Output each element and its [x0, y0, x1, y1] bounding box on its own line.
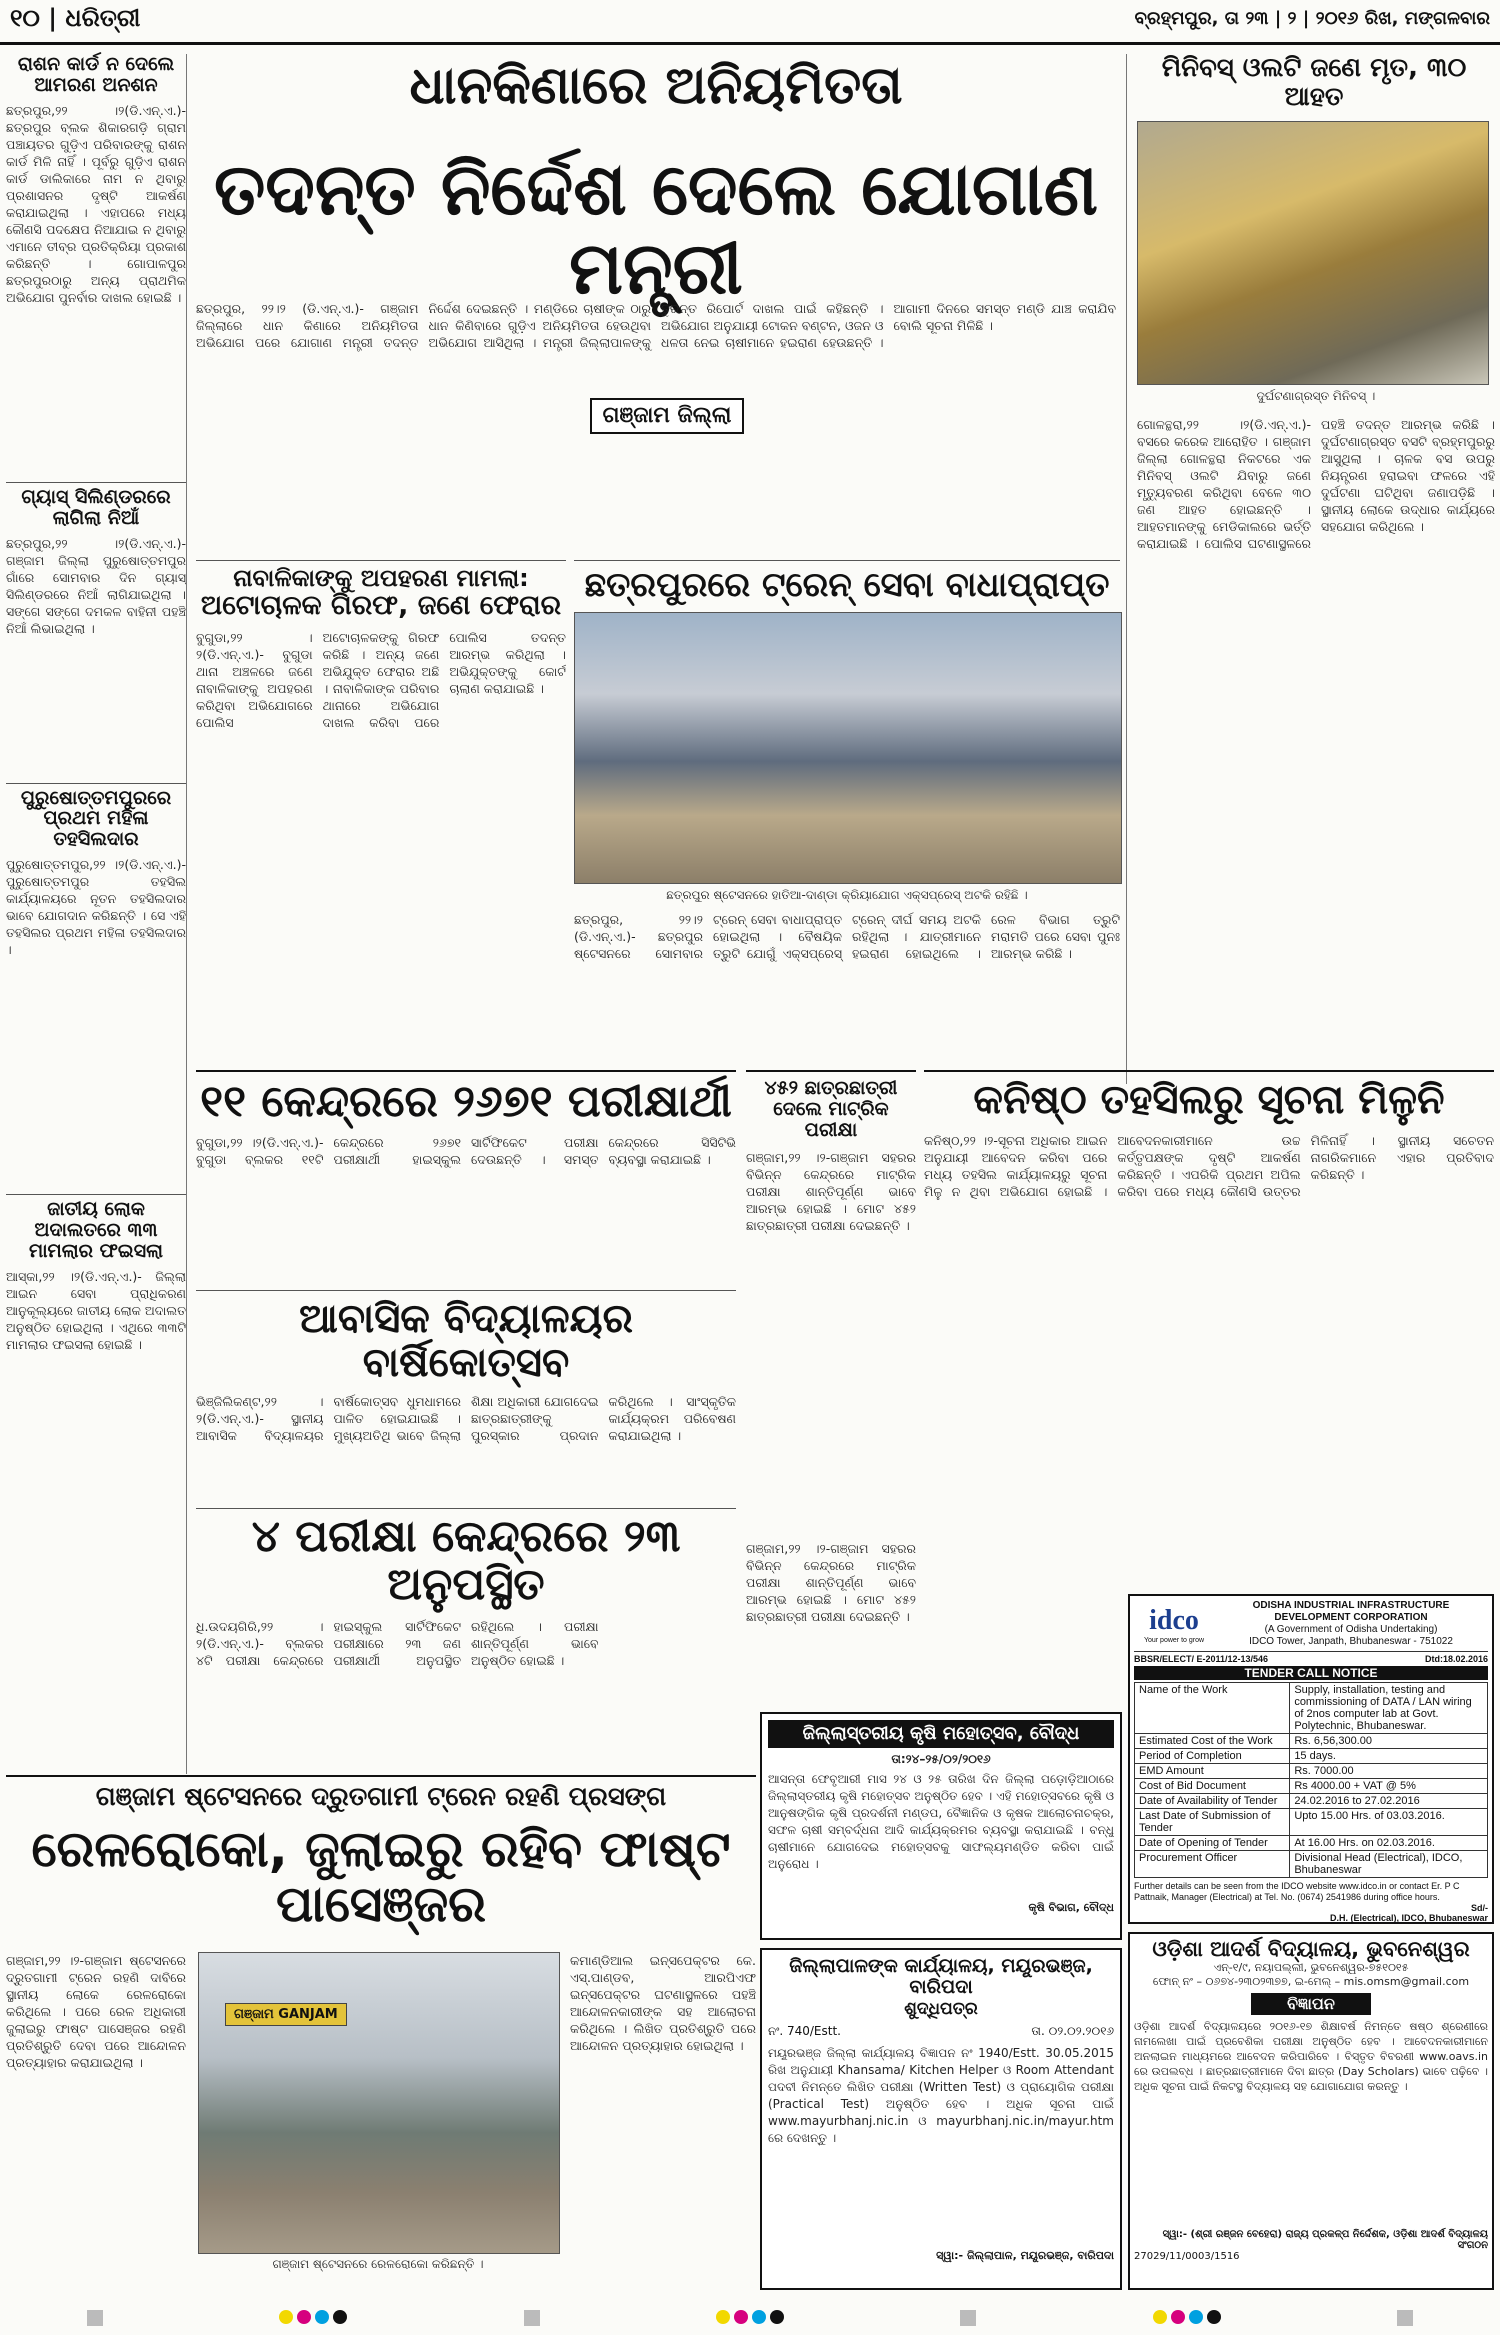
collector-subtitle: ଶୁଦ୍ଧିପତ୍ର: [904, 1998, 978, 2019]
idco-row-value: Supply, installation, testing and commissioning of DATA / LAN wiring of 2nos computer lab at Govt. Polytechnic, Bhubaneswar.: [1290, 1683, 1488, 1734]
collector-date: ତା. ୦୨.୦୨.୨୦୧୬: [1031, 2024, 1114, 2039]
school-story: [196, 1290, 736, 1501]
exam-story: [196, 1070, 736, 1282]
idco-table-row: [1135, 1809, 1488, 1836]
left-body-1: ଛତ୍ରପୁର,୨୨ ।୨(ଡି.ଏନ୍.ଏ.)- ଛତ୍ରପୁର ବ୍ଲକ ଶିକାରଗଡ଼ି ଗ୍ରାମ ପଞ୍ଚାୟତର ଗୁଡ଼ିଏ ପରିବାରଙ୍କୁ ରାଶନ କାର୍ଡ ମିଳି ନାହିଁ । ପୂର୍ବରୁ ଗୁଡ଼ିଏ ରାଶନ କାର୍ଡ ଡାଲିକାରେ ନାମ ନ ଥିବାରୁ ପ୍ରଶାସନର ଦୃଷ୍ଟି ଆକର୍ଷଣ କରାଯାଇଥିଲା । ଏହାପରେ ମଧ୍ୟ କୌଣସି ପଦକ୍ଷେପ ନିଆଯାଇ ନ ଥିବାରୁ ଏମାନେ ତୀବ୍ର ପ୍ରତିକ୍ରିୟା ପ୍ରକାଶ କରିଛନ୍ତି । ଗୋପାଳପୁର ଛତ୍ରପୁରଠାରୁ ଅନ୍ୟ ପ୍ରାଥମିକ ଅଭିଯୋଗ ପୁନର୍ବାର ଦାଖଲ ହୋଇଛି ।: [6, 102, 186, 305]
tahasil-headline: କନିଷ୍ଠ ତହସିଲରୁ ସୂଚନା ମିଳୁନି: [973, 1077, 1445, 1123]
oavs-body: ଓଡ଼ିଶା ଆଦର୍ଶ ବିଦ୍ୟାଳୟରେ ୨୦୧୬-୧୭ ଶିକ୍ଷାବର୍ଷ ନିମନ୍ତେ ଷଷ୍ଠ ଶ୍ରେଣୀରେ ନାମଲେଖା ପାଇଁ ପ୍ରବେଶିକା ପରୀକ୍ଷା ଅନୁଷ୍ଠିତ ହେବ । ଆବେଦନକାରୀମାନେ ଅନଲାଇନ ମାଧ୍ୟମରେ ଆବେଦନ କରିପାରିବେ । ବିସ୍ତୃତ ବିବରଣୀ www.oavs.in ରେ ଉପଲବ୍ଧ । ଛାତ୍ରଛାତ୍ରୀମାନେ ଦିବା ଛାତ୍ର (Day Scholars) ଭାବେ ପଢ଼ିବେ । ଅଧିକ ସୂଚନା ପାଇଁ ନିକଟସ୍ଥ ବିଦ୍ୟାଳୟ ସହ ଯୋଗାଯୋଗ କରନ୍ତୁ ।: [1134, 2019, 1488, 2093]
absent-body: ଧି.ଉଦୟଗିରି,୨୨ ।୨(ଡି.ଏନ୍.ଏ.)- ବ୍ଲକର ୪ଟି ପରୀକ୍ଷା କେନ୍ଦ୍ରରେ ହାଇସ୍କୁଲ ସାର୍ଟିଫିକେଟ ପରୀକ୍ଷାରେ ୨୩ ଜଣ ପରୀକ୍ଷାର୍ଥୀ ଅନୁପସ୍ଥିତ ରହିଥିଲେ । ପରୀକ୍ଷା ଶାନ୍ତିପୂର୍ଣ୍ଣ ଭାବେ ଅନୁଷ୍ଠିତ ହୋଇଛି ।: [196, 1618, 599, 1668]
page-number: ୧୦ | ଧରିତ୍ରୀ: [10, 4, 141, 32]
idco-ref-no: BBSR/ELECT/ E-2011/12-13/546: [1134, 1654, 1269, 1664]
idco-notice-title: TENDER CALL NOTICE: [1134, 1666, 1488, 1680]
exam-body: ବୁଗୁଡା,୨୨ ।୨(ଡି.ଏନ୍.ଏ.)- ବୁଗୁଡା ବ୍ଲକର ୧୧ଟି କେନ୍ଦ୍ରରେ ୨୬୭୧ ପରୀକ୍ଷାର୍ଥୀ ହାଇସ୍କୁଲ ସାର୍ଟିଫିକେଟ ପରୀକ୍ଷା ଦେଉଛନ୍ତି । ସମସ୍ତ କେନ୍ଦ୍ରରେ ସିସିଟିଭି ବ୍ୟବସ୍ଥା କରାଯାଇଛି ।: [196, 1135, 736, 1168]
school-body: ଭିଞ୍ଜିଲିକଣ୍ଟ,୨୨ ।୨(ଡି.ଏନ୍.ଏ.)- ସ୍ଥାନୀୟ ଆବାସିକ ବିଦ୍ୟାଳୟର ବାର୍ଷିକୋତ୍ସବ ଧୁମଧାମରେ ପାଳିତ ହୋଇଯାଇଛି । ମୁଖ୍ୟଅତିଥି ଭାବେ ଜିଲ୍ଲା ଶିକ୍ଷା ଅଧିକାରୀ ଯୋଗଦେଇ ଛାତ୍ରଛାତ୍ରୀଙ୍କୁ ପୁରସ୍କାର ପ୍ରଦାନ କରିଥିଲେ । ସାଂସ୍କୃତିକ କାର୍ଯ୍ୟକ୍ରମ ପରିବେଷଣ କରାଯାଇଥିଲା ।: [196, 1394, 736, 1443]
kidnap-headline: ଅଟୋଚାଳକ ଗିରଫ, ଜଣେ ଫେରାର: [200, 590, 562, 622]
school-headline: ଆବାସିକ ବିଦ୍ୟାଳୟର ବାର୍ଷିକୋତ୍ସବ: [299, 1296, 633, 1386]
tahasil-story: [924, 1070, 1494, 1592]
train-story: [574, 560, 1120, 1061]
collector-sign: ସ୍ୱା:- ଜିଲ୍ଲାପାଳ, ମୟୂରଭଞ୍ଜ, ବାରିପଦା: [936, 2249, 1114, 2263]
idco-table-row: [1135, 1836, 1488, 1851]
rail-body-right: କମାଣ୍ଡିଆଲ ଇନ୍ସପେକ୍ଟର କେ. ଏସ୍.ପାଣ୍ଡବ, ଆରପିଏଫ ଇନ୍ସପେକ୍ଟର ଘଟଣାସ୍ଥଳରେ ପହଞ୍ଚି ଆନ୍ଦୋଳନକାରୀଙ୍କ ସହ ଆଲୋଚନା କରିଥିଲେ । ଲିଖିତ ପ୍ରତିଶ୍ରୁତି ପରେ ଆନ୍ଦୋଳନ ପ୍ରତ୍ୟାହାର ହୋଇଥିଲା ।: [570, 1953, 756, 2053]
tahasil-body: କନିଷ୍ଠ,୨୨ ।୨-ସୂଚନା ଅଧିକାର ଆଇନ ଅନୁଯାୟୀ ଆବେଦନ କରିବା ପରେ ମଧ୍ୟ ତହସିଲ କାର୍ଯ୍ୟାଳୟରୁ ସୂଚନା ମିଳୁ ନ ଥିବା ଅଭିଯୋଗ ହୋଇଛି । ଆବେଦନକାରୀମାନେ ଉଚ୍ଚ କର୍ତ୍ତୃପକ୍ଷଙ୍କ ଦୃଷ୍ଟି ଆକର୍ଷଣ କରିଛନ୍ତି । ଏପରିକି ପ୍ରଥମ ଅପିଲ କରିବା ପରେ ମଧ୍ୟ କୌଣସି ଉତ୍ତର ମିଳିନାହିଁ । ସ୍ଥାନୀୟ ସଚେତନ ନାଗରିକମାନେ ଏହାର ପ୍ରତିବାଦ କରିଛନ୍ତି ।: [924, 1133, 1494, 1199]
bus-headline: ମିନିବସ୍ ଓଲଟି ଜଣେ ମୃତ, ୩୦ ଆହତ: [1161, 53, 1467, 112]
idco-row-label: Date of Availability of Tender: [1135, 1794, 1290, 1809]
banner-headline: ତଦନ୍ତ ନିର୍ଦ୍ଦେଶ ଦେଲେ ଯୋଗାଣ ମନ୍ତ୍ରୀ: [213, 147, 1099, 311]
kidnap-kicker: ନାବାଳିକାଙ୍କୁ ଅପହରଣ ମାମଲା:: [233, 564, 529, 592]
collector-ad: [760, 1948, 1122, 2290]
krishi-ref: ତା:୨୪–୨୫/୦୨/୨୦୧୬: [891, 1751, 991, 1766]
rail-kicker: ଗଞ୍ଜାମ ଷ୍ଟେସନରେ ଦ୍ରୁତଗାମୀ ଟ୍ରେନ ରହଣି ପ୍ରସଙ୍ଗ: [95, 1782, 667, 1812]
idco-row-value: 15 days.: [1290, 1749, 1488, 1764]
idco-row-label: Period of Completion: [1135, 1749, 1290, 1764]
idco-table-row: [1135, 1749, 1488, 1764]
idco-table-row: [1135, 1779, 1488, 1794]
left-body-4: ଆସ୍କା,୨୨ ।୨(ଡି.ଏନ୍.ଏ.)- ଜିଲ୍ଲା ଆଇନ ସେବା ପ୍ରାଧିକରଣ ଆନୁକୂଲ୍ୟରେ ଜାତୀୟ ଲୋକ ଅଦାଲତ ଅନୁଷ୍ଠିତ ହୋଇଥିଲା । ଏଥିରେ ୩୩ଟି ମାମଲାର ଫଇସଲା ହୋଇଛି ।: [6, 1268, 186, 1352]
idco-sign-2: D.H. (Electrical), IDCO, Bhubaneswar: [1329, 1913, 1488, 1923]
kidnap-story: [196, 560, 566, 1061]
idco-footer: Further details can be seen from the IDCO website www.idco.in or contact Er. P C Pattnaik, Manager (Electrical) at Tel. No. (0674) 2541986 during office hours.: [1134, 1881, 1460, 1902]
idco-row-value: 24.02.2016 to 27.02.2016: [1290, 1794, 1488, 1809]
idco-tender-ad: [1128, 1594, 1494, 1924]
oavs-code: 27029/11/0003/1516: [1134, 2250, 1240, 2262]
collector-ref: ନଂ. 740/Estt.: [768, 2024, 841, 2039]
oavs-title: ଓଡ଼ିଶା ଆଦର୍ଶ ବିଦ୍ୟାଳୟ, ଭୁବନେଶ୍ୱର: [1152, 1937, 1470, 1961]
rail-body-left: ଗଞ୍ଜାମ,୨୨ ।୨-ଗଞ୍ଜାମ ଷ୍ଟେସନରେ ଦ୍ରୁତଗାମୀ ଟ୍ରେନ ରହଣି ଦାବିରେ ସ୍ଥାନୀୟ ଲୋକେ ରେଳରୋକୋ କରିଥିଲେ । ପରେ ରେଳ ଅଧିକାରୀ ଜୁଲାଇରୁ ଫାଷ୍ଟ ପାସେଞ୍ଜର ରହଣି ପ୍ରତିଶ୍ରୁତି ଦେବା ପରେ ଆନ୍ଦୋଳନ ପ୍ରତ୍ୟାହାର କରାଯାଇଥିଲା ।: [6, 1953, 186, 2070]
rail-story: [6, 1775, 756, 2297]
idco-row-label: Date of Opening of Tender: [1135, 1836, 1290, 1851]
idco-address: IDCO Tower, Janpath, Bhubaneswar - 751022: [1249, 1636, 1453, 1647]
krishi-title: ଜିଲ୍ଲାସ୍ତରୀୟ କୃଷି ମହୋତ୍ସବ, ବୌଦ୍ଧ: [768, 1720, 1114, 1748]
collector-title: ଜିଲ୍ଲାପାଳଙ୍କ କାର୍ଯ୍ୟାଳୟ, ମୟୂରଭଞ୍ଜ, ବାରିପଦା: [789, 1955, 1093, 1998]
left-body-2: ଛତ୍ରପୁର,୨୨ ।୨(ଡି.ଏନ୍.ଏ.)- ଗଞ୍ଜାମ ଜିଲ୍ଲା ପୁରୁଷୋତ୍ତମପୁର ଗାଁରେ ସୋମବାର ଦିନ ଗ୍ୟାସ୍ ସିଲିଣ୍ଡରରେ ନିଆଁ ଲାଗିଯାଇଥିଲା । ସଙ୍ଗେ ସଙ୍ଗେ ଦମକଳ ବାହିନୀ ପହଞ୍ଚି ନିଆଁ ଲିଭାଇଥିଲା ।: [6, 535, 186, 636]
matric-kicker: ୪୫୨ ଛାତ୍ରଛାତ୍ରୀ ଦେଲେ ମାଟ୍ରିକ ପରୀକ୍ଷା: [764, 1077, 898, 1141]
exam-headline: ୧୧ କେନ୍ଦ୍ରରେ ୨୬୭୧ ପରୀକ୍ଷାର୍ଥୀ: [200, 1076, 732, 1127]
idco-row-value: Rs. 6,56,300.00: [1290, 1734, 1488, 1749]
matric-continuation: ଗଞ୍ଜାମ,୨୨ ।୨-ଗଞ୍ଜାମ ସହରର ବିଭିନ୍ନ କେନ୍ଦ୍ରରେ ମାଟ୍ରିକ ପରୀକ୍ଷା ଶାନ୍ତିପୂର୍ଣ୍ଣ ଭାବେ ଆରମ୍ଭ ହୋଇଛି । ମୋଟ ୪୫୨ ଛାତ୍ରଛାତ୍ରୀ ପରୀକ୍ଷା ଦେଇଛନ୍ତି ।: [746, 1541, 916, 1624]
idco-row-label: Name of the Work: [1135, 1683, 1290, 1734]
oavs-notice-label: ବିଜ୍ଞାପନ: [1251, 1993, 1371, 2015]
district-tag: ଗଞ୍ଜାମ ଜିଲ୍ଲା: [590, 398, 744, 434]
idco-row-label: Cost of Bid Document: [1135, 1779, 1290, 1794]
krishi-sign: କୃଷି ବିଭାଗ, ବୌଦ୍ଧ: [1028, 1900, 1114, 1914]
kidnap-body: ବୁଗୁଡା,୨୨ ।୨(ଡି.ଏନ୍.ଏ.)- ବୁଗୁଡା ଥାନା ଅଞ୍ଚଳରେ ଜଣେ ନାବାଳିକାଙ୍କୁ ଅପହରଣ କରିଥିବା ଅଭିଯୋଗରେ ପୋଲିସ ଅଟୋଚାଳକଙ୍କୁ ଗିରଫ କରିଛି । ଅନ୍ୟ ଜଣେ ଅଭିଯୁକ୍ତ ଫେରାର ଅଛି । ନାବାଳିକାଙ୍କ ପରିବାର ଥାନାରେ ଅଭିଯୋଗ ଦାଖଲ କରିବା ପରେ ପୋଲିସ ତଦନ୍ତ ଆରମ୍ଭ କରିଥିଲା । ଅଭିଯୁକ୍ତଙ୍କୁ କୋର୍ଟ ଚାଲାଣ କରାଯାଇଛି ।: [196, 630, 566, 731]
idco-table-row: [1135, 1764, 1488, 1779]
idco-ref-date: Dtd:18.02.2016: [1424, 1654, 1488, 1664]
bus-caption: ଦୁର୍ଘଟଣାଗ୍ରସ୍ତ ମିନିବସ୍ ।: [1256, 389, 1376, 404]
train-headline: ଛତ୍ରପୁରରେ ଟ୍ରେନ୍ ସେବା ବାଧାପ୍ରାପ୍ତ: [584, 565, 1110, 605]
train-body: ଛତ୍ରପୁର, ୨୨।୨ (ଡି.ଏନ୍.ଏ.)- ଛତ୍ରପୁର ଷ୍ଟେସନରେ ସୋମବାର ଟ୍ରେନ୍ ସେବା ବାଧାପ୍ରାପ୍ତ ହୋଇଥିଲା । ବୈଷୟିକ ତ୍ରୁଟି ଯୋଗୁଁ ଏକ୍ସପ୍ରେସ୍ ଟ୍ରେନ୍ ଦୀର୍ଘ ସମୟ ଅଟକି ରହିଥିଲା । ଯାତ୍ରୀମାନେ ହଇରାଣ ହୋଇଥିଲେ । ରେଳ ବିଭାଗ ତ୍ରୁଟି ମରାମତି ପରେ ସେବା ପୁନଃ ଆରମ୍ଭ କରିଛି ।: [574, 912, 1120, 962]
left-body-3: ପୁରୁଷୋତ୍ତମପୁର,୨୨ ।୨(ଡି.ଏନ୍.ଏ.)- ପୁରୁଷୋତ୍ତମପୁର ତହସିଲ କାର୍ଯ୍ୟାଳୟରେ ନୂତନ ତହସିଲଦାର ଭାବେ ଯୋଗଦାନ କରିଛନ୍ତି । ସେ ଏହି ତହସିଲର ପ୍ରଥମ ମହିଳା ତହସିଲଦାର ।: [6, 857, 186, 958]
idco-table-row: [1135, 1683, 1488, 1734]
idco-table-row: [1135, 1734, 1488, 1749]
banner-body: ଛତ୍ରପୁର, ୨୨।୨ (ଡି.ଏନ୍.ଏ.)- ଗଞ୍ଜାମ ଜିଲ୍ଲାରେ ଧାନ କିଣାରେ ଅନିୟମିତତା ଅଭିଯୋଗ ପରେ ଯୋଗାଣ ମନ୍ତ୍ରୀ ତଦନ୍ତ ନିର୍ଦ୍ଦେଶ ଦେଇଛନ୍ତି । ମଣ୍ଡିରେ ଚାଷୀଙ୍କ ଠାରୁ ଧାନ କିଣିବାରେ ଗୁଡ଼ିଏ ଅନିୟମିତତା ହେଉଥିବା ଅଭିଯୋଗ ଆସିଥିଲା । ମନ୍ତ୍ରୀ ଜିଲ୍ଲାପାଳଙ୍କୁ ତୁରନ୍ତ ରିପୋର୍ଟ ଦାଖଲ ପାଇଁ କହିଛନ୍ତି । ଅଭିଯୋଗ ଅନୁଯାୟୀ ଟୋକନ ବଣ୍ଟନ, ଓଜନ ଓ ଧଳତା ନେଇ ଚାଷୀମାନେ ହଇରାଣ ହେଉଛନ୍ତି । ଆଗାମୀ ଦିନରେ ସମସ୍ତ ମଣ୍ଡି ଯାଞ୍ଚ କରାଯିବ ବୋଲି ସୂଚନା ମିଳିଛି ।: [196, 301, 1116, 350]
idco-logo: idco: [1149, 1604, 1199, 1636]
bus-photo: [1137, 121, 1489, 385]
idco-row-label: Last Date of Submission of Tender: [1135, 1809, 1290, 1836]
idco-table-row: [1135, 1851, 1488, 1878]
absent-headline: ୪ ପରୀକ୍ଷା କେନ୍ଦ୍ରରେ ୨୩ ଅନୁପସ୍ଥିତ: [251, 1511, 681, 1611]
krishi-ad: [760, 1712, 1122, 1940]
left-headline-4: ଜାତୀୟ ଲୋକ ଅଦାଲତରେ ୩୩ ମାମଲାର ଫଇସଲା: [6, 1194, 186, 1262]
matric-body: ଗଞ୍ଜାମ,୨୨ ।୨-ଗଞ୍ଜାମ ସହରର ବିଭିନ୍ନ କେନ୍ଦ୍ରରେ ମାଟ୍ରିକ ପରୀକ୍ଷା ଶାନ୍ତିପୂର୍ଣ୍ଣ ଭାବେ ଆରମ୍ଭ ହୋଇଛି । ମୋଟ ୪୫୨ ଛାତ୍ରଛାତ୍ରୀ ପରୀକ୍ଷା ଦେଇଛନ୍ତି ।: [746, 1149, 916, 1233]
print-registration-marks: [0, 2307, 1500, 2329]
left-headline-3: ପୁରୁଷୋତ୍ତମପୁରରେ ପ୍ରଥମ ମହିଳା ତହସିଲଦାର: [6, 783, 186, 851]
date-line: ବ୍ରହ୍ମପୁର, ତା ୨୩ | ୨ | ୨୦୧୬ ରିଖ, ମଙ୍ଗଳବାର: [1134, 8, 1490, 29]
idco-row-value: Upto 15.00 Hrs. of 03.03.2016.: [1290, 1809, 1488, 1836]
cmyk-dots: [714, 2309, 786, 2328]
rail-caption: ଗଞ୍ଜାମ ଷ୍ଟେସନରେ ରେଳରୋକୋ କରିଛନ୍ତି ।: [272, 2257, 484, 2271]
idco-logo-tag: Your power to grow: [1143, 1636, 1205, 1644]
left-headline-1: ରାଶନ କାର୍ଡ ନ ଦେଲେ ଆମରଣ ଅନଶନ: [17, 53, 175, 96]
idco-row-value: At 16.00 Hrs. on 02.03.2016.: [1290, 1836, 1488, 1851]
idco-row-label: EMD Amount: [1135, 1764, 1290, 1779]
oavs-ad: [1128, 1932, 1494, 2290]
idco-org-sub: (A Government of Odisha Undertaking): [1264, 1624, 1438, 1635]
banner-kicker: ଧାନକିଣାରେ ଅନିୟମିତତା: [409, 56, 903, 116]
oavs-sign: ସ୍ୱା:- (ଶ୍ରୀ ରଞ୍ଜନ ବେହେରା) ରାଜ୍ୟ ପ୍ରକଳ୍ପ ନିର୍ଦ୍ଦେଶକ, ଓଡ଼ିଶା ଆଦର୍ଶ ବିଦ୍ୟାଳୟ ସଂଗଠନ: [1162, 2228, 1488, 2251]
left-column: [6, 54, 187, 1774]
station-sign: ଗଞ୍ଜାମ GANJAM: [225, 2003, 347, 2026]
grey-mark: [524, 2310, 540, 2326]
grey-mark: [960, 2310, 976, 2326]
absent-story: [196, 1508, 736, 1764]
oavs-contact: ଫୋନ୍ ନଂ – ୦୬୭୪-୨୩୦୨୩୭୭, ଇ-ମେଲ୍ – mis.omsm@gmail.com: [1152, 1975, 1470, 1989]
rail-headline: ରେଳରୋକୋ, ଜୁଲାଇରୁ ରହିବ ଫାଷ୍ଟ ପାସେଞ୍ଜର: [31, 1819, 731, 1933]
cmyk-dots: [277, 2309, 349, 2328]
oavs-address: ଏନ୍-୧/୯, ନୟାପଲ୍ଲୀ, ଭୁବନେଶ୍ୱର-୭୫୧୦୧୫: [1213, 1961, 1409, 1975]
grey-mark: [87, 2310, 103, 2326]
masthead: [0, 0, 1500, 45]
idco-row-label: Procurement Officer: [1135, 1851, 1290, 1878]
bus-body: ଗୋଳନ୍ଥରା,୨୨ ।୨(ଡି.ଏନ୍.ଏ.)- ବସରେ କରେକ ଆରୋହିତ । ଗଞ୍ଜାମ ଜିଲ୍ଲା ଗୋଳନ୍ଥରା ନିକଟରେ ଏକ ମିନିବସ୍ ଓଲଟି ଯିବାରୁ ଜଣେ ମୃତ୍ୟୁବରଣ କରିଥିବା ବେଳେ ୩୦ ଜଣ ଆହତ ହୋଇଛନ୍ତି । ଆହତମାନଙ୍କୁ ମେଡିକାଲରେ ଭର୍ତ୍ତି କରାଯାଇଛି । ପୋଲିସ ଘଟଣାସ୍ଥଳରେ ପହଞ୍ଚି ତଦନ୍ତ ଆରମ୍ଭ କରିଛି । ଦୁର୍ଘଟଣାଗ୍ରସ୍ତ ବସଟି ବ୍ରହ୍ମପୁରରୁ ଆସୁଥିଲା । ଚାଳକ ବସ ଉପରୁ ନିୟନ୍ତ୍ରଣ ହରାଇବା ଫଳରେ ଏହି ଦୁର୍ଘଟଣା ଘଟିଥିବା ଜଣାପଡ଼ିଛି । ସ୍ଥାନୀୟ ଲୋକେ ଉଦ୍ଧାର କାର୍ଯ୍ୟରେ ସହଯୋଗ କରିଥିଲେ ।: [1137, 417, 1495, 552]
rail-photo: [198, 1952, 560, 2254]
krishi-body: ଆସନ୍ତା ଫେବୃଆରୀ ମାସ ୨୪ ଓ ୨୫ ତାରିଖ ଦିନ ଜିଲ୍ଲା ପଡ଼ୋଡ଼ିଆଠାରେ ଜିଲ୍ଲାସ୍ତରୀୟ କୃଷି ମହୋତ୍ସବ ଅନୁଷ୍ଠିତ ହେବ । ଏହି ମହୋତ୍ସବରେ କୃଷି ଓ ଆନୁଷଙ୍ଗିକ କୃଷି ପ୍ରଦର୍ଶନୀ ମଣ୍ଡପ, ବୈଜ୍ଞାନିକ ଓ କୃଷକ ଆଲୋଚନାଚକ୍ର, ସଫଳ ଚାଷୀ ସମ୍ବର୍ଦ୍ଧନା ଆଦି କାର୍ଯ୍ୟକ୍ରମର ବ୍ୟବସ୍ଥା କରାଯାଇଛି । ବନ୍ଧୁ ଚାଷୀମାନେ ଯୋଗଦେଇ ମହୋତ୍ସବକୁ ସାଫଲ୍ୟମଣ୍ଡିତ କରିବା ପାଇଁ ଅନୁରୋଧ ।: [768, 1771, 1114, 1871]
grey-mark: [1397, 2310, 1413, 2326]
idco-table-row: [1135, 1794, 1488, 1809]
idco-row-label: Estimated Cost of the Work: [1135, 1734, 1290, 1749]
train-photo: [574, 612, 1122, 884]
train-caption: ଛତ୍ରପୁର ଷ୍ଟେସନରେ ହାତିଆ-ଦାଣ୍ଡା କ୍ରିୟାଯୋଗ ଏକ୍ସପ୍ରେସ୍ ଅଟକି ରହିଛି ।: [666, 888, 1028, 903]
cmyk-dots: [1151, 2309, 1223, 2328]
bus-story: [1126, 54, 1495, 1084]
matric-story: [746, 1070, 916, 1532]
idco-row-value: Rs. 7000.00: [1290, 1764, 1488, 1779]
idco-row-value: Rs 4000.00 + VAT @ 5%: [1290, 1779, 1488, 1794]
idco-org: ODISHA INDUSTRIAL INFRASTRUCTURE DEVELOPMENT CORPORATION: [1252, 1600, 1450, 1623]
idco-sign: Sd/-: [1471, 1903, 1488, 1913]
collector-body: ମୟୂରଭଞ୍ଜ ଜିଲ୍ଲା କାର୍ଯ୍ୟାଳୟ ବିଜ୍ଞାପନ ନଂ 1940/Estt. 30.05.2015 ରିଖ ଅନୁଯାୟୀ Khansama/ Kitchen Helper ଓ Room Attendant ପଦବୀ ନିମନ୍ତେ ଲିଖିତ ପରୀକ୍ଷା (Written Test) ଓ ପ୍ରାୟୋଗିକ ପରୀକ୍ଷା (Practical Test) ଅନୁଷ୍ଠିତ ହେବ । ଅଧିକ ସୂଚନା ପାଇଁ www.mayurbhanj.nic.in ଓ mayurbhanj.nic.in/mayur.htm ରେ ଦେଖନ୍ତୁ ।: [768, 2046, 1114, 2146]
left-headline-2: ଗ୍ୟାସ୍ ସିଲିଣ୍ଡରରେ ଲାଗିଲା ନିଆଁ: [6, 482, 186, 529]
idco-row-value: Divisional Head (Electrical), IDCO, Bhubaneswar: [1290, 1851, 1488, 1878]
idco-tender-table: [1134, 1682, 1488, 1878]
